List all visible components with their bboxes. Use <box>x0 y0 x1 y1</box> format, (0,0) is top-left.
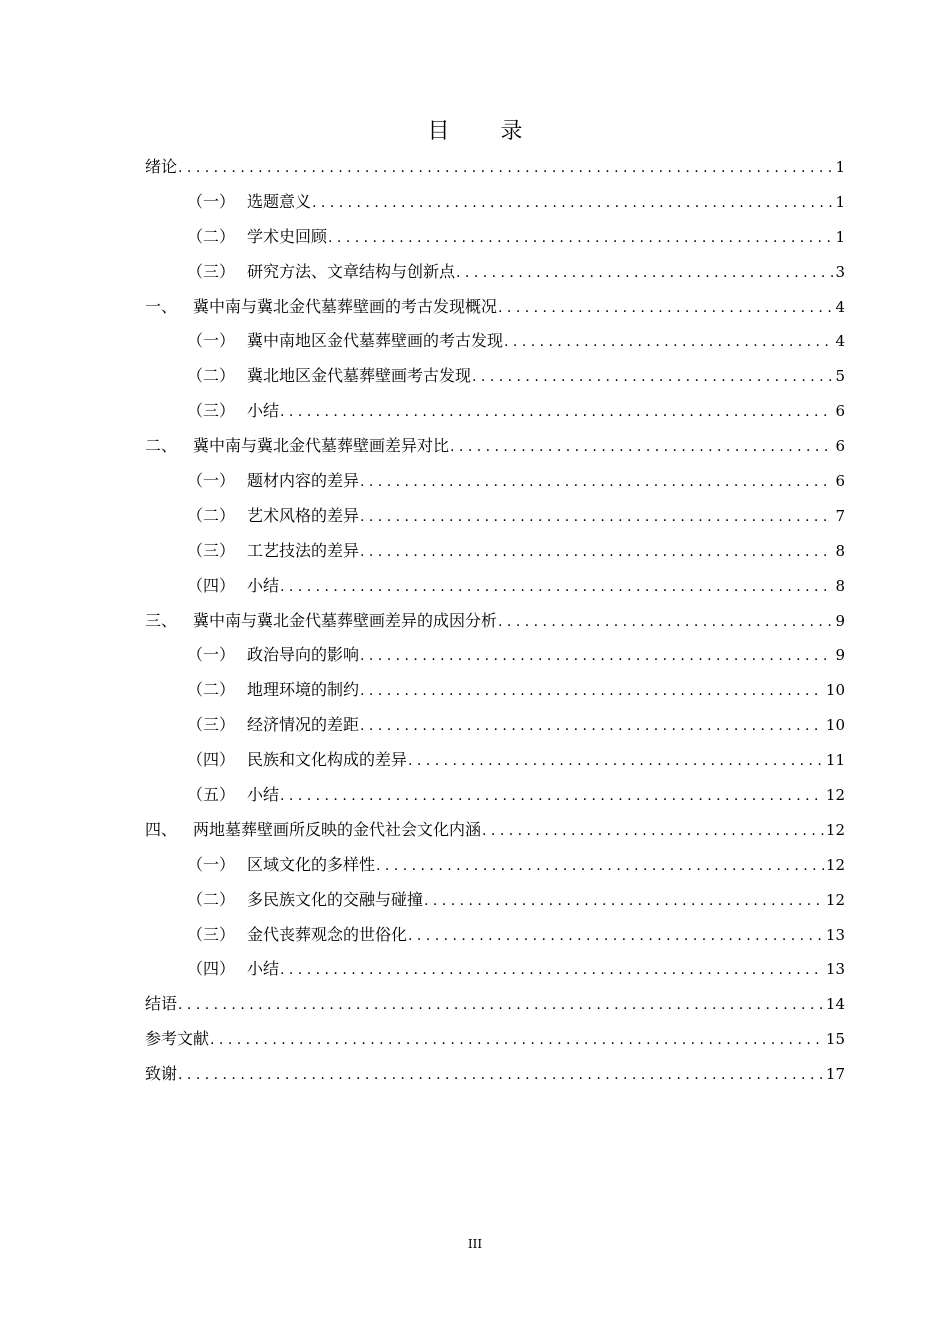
toc-entry-label: 地理环境的制约 <box>247 680 360 700</box>
toc-page-number: 12 <box>825 890 845 909</box>
toc-dot-leader <box>280 395 833 430</box>
table-of-contents <box>145 150 845 1092</box>
toc-dot-leader <box>376 849 824 884</box>
toc-section-entry[interactable] <box>145 499 845 534</box>
toc-section-entry[interactable] <box>145 778 845 813</box>
toc-chapter-entry[interactable] <box>145 604 845 639</box>
toc-section-entry[interactable] <box>145 324 845 359</box>
toc-entry-label: 研究方法、文章结构与创新点 <box>247 261 456 281</box>
toc-entry-number: （二） <box>187 505 236 525</box>
toc-entry-label: 参考文献 <box>145 1029 210 1049</box>
toc-dot-leader <box>482 814 824 849</box>
toc-entry-number: （二） <box>187 680 236 700</box>
toc-section-entry[interactable] <box>145 708 845 743</box>
toc-entry-label: 学术史回顾 <box>247 226 328 246</box>
toc-entry-number: （二） <box>187 889 236 909</box>
toc-page-number: 6 <box>835 402 845 421</box>
toc-page-number: 1 <box>835 227 845 246</box>
toc-page-number: 5 <box>835 367 845 386</box>
toc-page-number: 3 <box>835 262 845 281</box>
toc-section-entry[interactable] <box>145 848 845 883</box>
toc-dot-leader <box>360 500 833 535</box>
toc-page-number: 12 <box>825 820 845 839</box>
toc-page-number: 8 <box>835 576 845 595</box>
toc-section-entry[interactable] <box>145 220 845 255</box>
toc-page-number: 6 <box>835 437 845 456</box>
toc-entry-label: 小结 <box>247 959 280 979</box>
toc-dot-leader <box>498 291 833 326</box>
toc-page-number: 4 <box>835 332 845 351</box>
toc-entry-number: 三、 <box>145 610 178 630</box>
toc-entry-number: （五） <box>187 785 236 805</box>
toc-entry-number: （三） <box>187 401 236 421</box>
toc-entry-number: 一、 <box>145 296 178 316</box>
toc-entry-number: （一） <box>187 645 236 665</box>
toc-dot-leader <box>504 325 833 360</box>
toc-dot-leader <box>312 186 833 221</box>
toc-page-number: 12 <box>825 786 845 805</box>
toc-section-entry[interactable] <box>145 394 845 429</box>
toc-dot-leader <box>360 535 833 570</box>
toc-entry-label: 区域文化的多样性 <box>247 854 376 874</box>
toc-section-entry[interactable] <box>145 638 845 673</box>
toc-entry-number: （一） <box>187 854 236 874</box>
toc-section-entry[interactable] <box>145 952 845 987</box>
toc-entry-label: 冀中南与冀北金代墓葬壁画差异的成因分析 <box>193 610 498 630</box>
toc-chapter-entry[interactable] <box>145 813 845 848</box>
toc-page-number: 9 <box>835 646 845 665</box>
toc-entry-label: 冀中南与冀北金代墓葬壁画的考古发现概况 <box>193 296 498 316</box>
toc-entry-label: 艺术风格的差异 <box>247 505 360 525</box>
toc-dot-leader <box>280 570 833 605</box>
toc-entry-number: （三） <box>187 540 236 560</box>
toc-dot-leader <box>360 709 824 744</box>
toc-entry-label: 政治导向的影响 <box>247 645 360 665</box>
toc-chapter-entry[interactable] <box>145 150 845 185</box>
toc-section-entry[interactable] <box>145 918 845 953</box>
toc-section-entry[interactable] <box>145 883 845 918</box>
toc-dot-leader <box>472 360 833 395</box>
toc-entry-label: 小结 <box>247 785 280 805</box>
toc-dot-leader <box>360 639 833 674</box>
toc-dot-leader <box>498 605 833 640</box>
toc-entry-number: （四） <box>187 959 236 979</box>
toc-entry-number: （二） <box>187 366 236 386</box>
toc-page-number: 6 <box>835 472 845 491</box>
toc-dot-leader <box>456 256 833 291</box>
toc-page-number: 13 <box>825 960 845 979</box>
toc-dot-leader <box>408 744 824 779</box>
page-number-footer: III <box>467 1237 483 1251</box>
toc-page-number: 12 <box>825 855 845 874</box>
toc-page-number: 8 <box>835 541 845 560</box>
toc-chapter-entry[interactable] <box>145 1022 845 1057</box>
toc-entry-label: 结语 <box>145 994 178 1014</box>
toc-section-entry[interactable] <box>145 673 845 708</box>
toc-page-number: 4 <box>835 297 845 316</box>
toc-entry-number: （三） <box>187 924 236 944</box>
toc-entry-number: （四） <box>187 750 236 770</box>
toc-page-number: 17 <box>825 1065 845 1084</box>
toc-page-number: 7 <box>835 506 845 525</box>
toc-dot-leader <box>178 1058 824 1093</box>
toc-page-number: 9 <box>835 611 845 630</box>
toc-section-entry[interactable] <box>145 359 845 394</box>
toc-entry-number: （三） <box>187 261 236 281</box>
toc-dot-leader <box>360 674 824 709</box>
toc-dot-leader <box>360 465 833 500</box>
page-title: 目 录 <box>427 119 545 144</box>
toc-entry-label: 冀中南地区金代墓葬壁画的考古发现 <box>247 331 504 351</box>
toc-page-number: 13 <box>825 925 845 944</box>
toc-dot-leader <box>210 1023 824 1058</box>
toc-entry-number: （一） <box>187 471 236 491</box>
toc-dot-leader <box>424 884 824 919</box>
toc-page-number: 1 <box>835 192 845 211</box>
toc-entry-label: 两地墓葬壁画所反映的金代社会文化内涵 <box>193 819 482 839</box>
toc-page-number: 14 <box>825 995 845 1014</box>
toc-entry-number: （四） <box>187 575 236 595</box>
toc-dot-leader <box>280 953 824 988</box>
toc-entry-number: （一） <box>187 331 236 351</box>
toc-entry-number: （一） <box>187 191 236 211</box>
toc-section-entry[interactable] <box>145 743 845 778</box>
toc-entry-label: 经济情况的差距 <box>247 715 360 735</box>
toc-page-number: 1 <box>835 158 845 176</box>
toc-entry-label: 多民族文化的交融与碰撞 <box>247 889 424 909</box>
toc-page-number: 11 <box>825 751 845 770</box>
toc-entry-label: 选题意义 <box>247 191 312 211</box>
toc-entry-number: 四、 <box>145 819 178 839</box>
toc-page-number: 10 <box>825 716 845 735</box>
toc-entry-label: 冀中南与冀北金代墓葬壁画差异对比 <box>193 436 450 456</box>
toc-dot-leader <box>408 919 824 954</box>
toc-entry-label: 民族和文化构成的差异 <box>247 750 408 770</box>
toc-page-number: 15 <box>825 1030 845 1049</box>
toc-entry-label: 小结 <box>247 401 280 421</box>
toc-section-entry[interactable] <box>145 185 845 220</box>
toc-section-entry[interactable] <box>145 569 845 604</box>
toc-entry-label: 金代丧葬观念的世俗化 <box>247 924 408 944</box>
toc-dot-leader <box>178 988 824 1023</box>
toc-entry-label: 题材内容的差异 <box>247 471 360 491</box>
toc-chapter-entry[interactable] <box>145 987 845 1022</box>
toc-dot-leader <box>450 430 833 465</box>
toc-entry-number: （二） <box>187 226 236 246</box>
toc-section-entry[interactable] <box>145 464 845 499</box>
toc-chapter-entry[interactable] <box>145 290 845 325</box>
toc-entry-label: 小结 <box>247 575 280 595</box>
toc-entry-label: 工艺技法的差异 <box>247 540 360 560</box>
toc-entry-number: 二、 <box>145 436 178 456</box>
toc-chapter-entry[interactable] <box>145 429 845 464</box>
toc-entry-label: 绪论 <box>145 157 178 176</box>
toc-entry-label: 冀北地区金代墓葬壁画考古发现 <box>247 366 472 386</box>
toc-dot-leader <box>328 221 833 256</box>
toc-dot-leader <box>280 779 824 814</box>
toc-section-entry[interactable] <box>145 255 845 290</box>
toc-chapter-entry[interactable] <box>145 1057 845 1092</box>
toc-section-entry[interactable] <box>145 534 845 569</box>
toc-page-number: 10 <box>825 681 845 700</box>
toc-entry-label: 致谢 <box>145 1064 178 1084</box>
toc-dot-leader <box>178 151 833 186</box>
toc-entry-number: （三） <box>187 715 236 735</box>
